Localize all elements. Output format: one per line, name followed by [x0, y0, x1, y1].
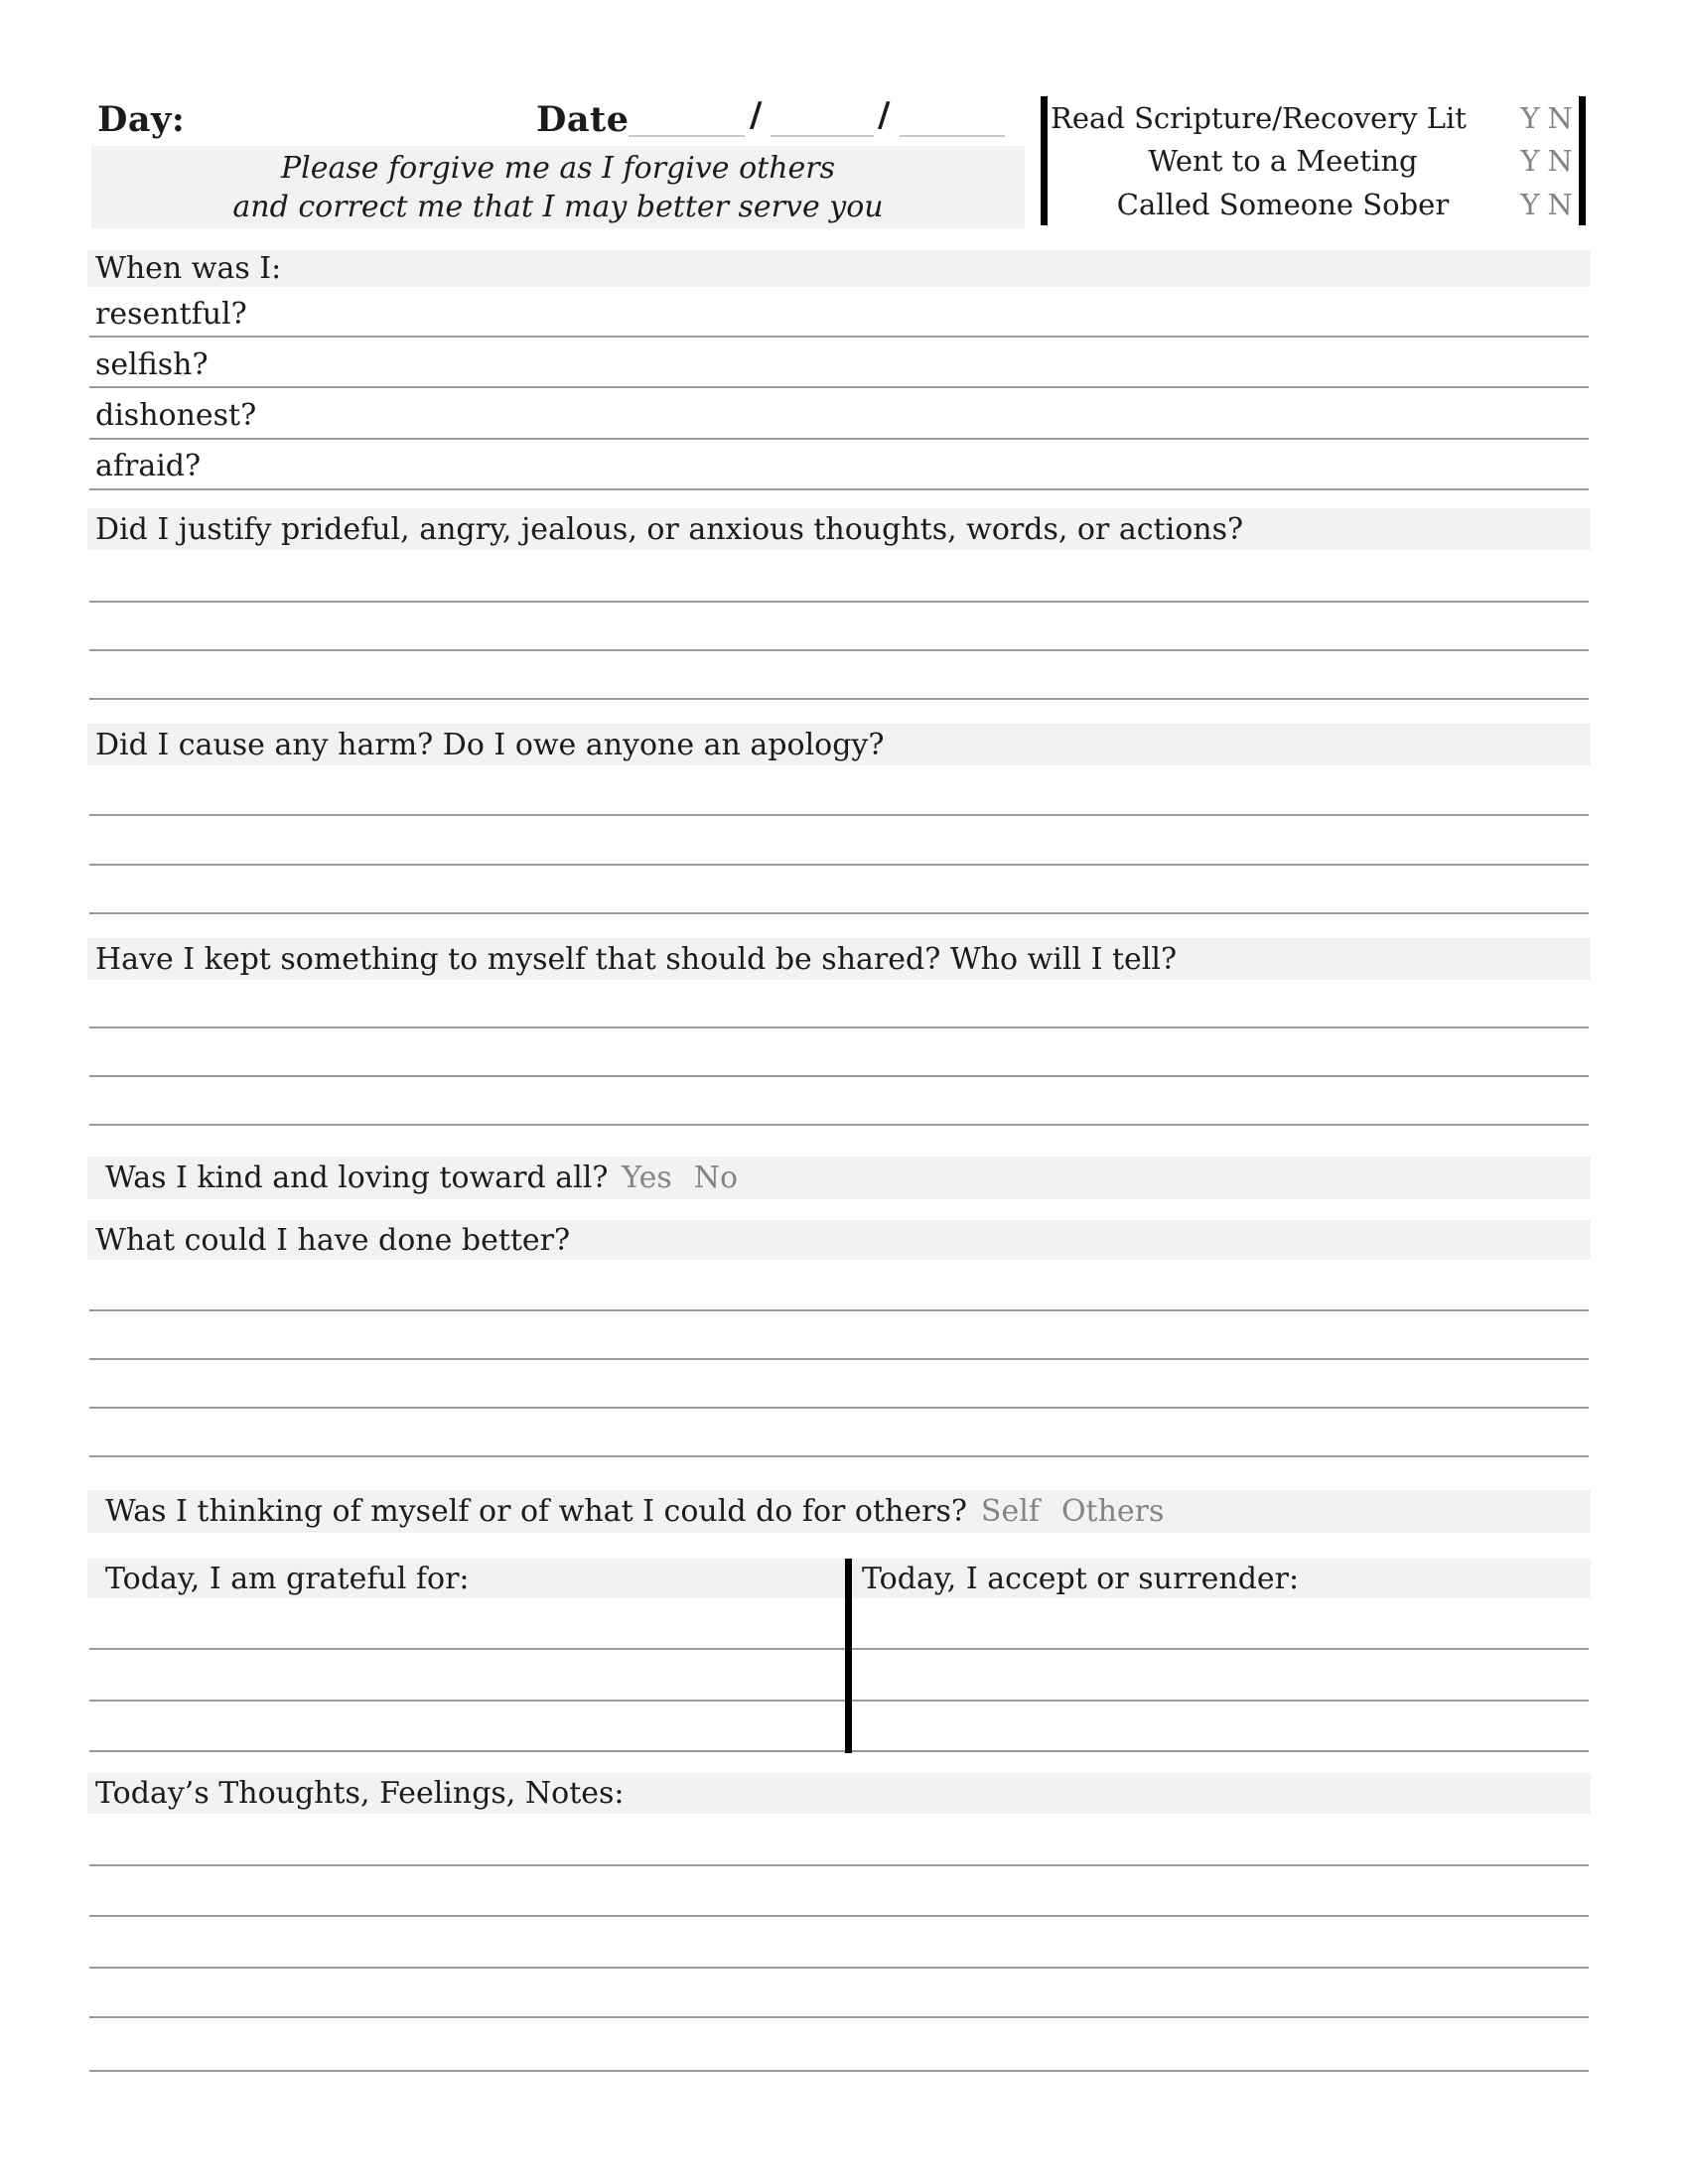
checklist-item-label: Went to a Meeting	[1148, 143, 1418, 178]
question-justify: Did I justify prideful, angry, jealous, or anxious thoughts, words, or actions?	[87, 508, 1591, 550]
question-kept-to-self: Have I kept something to myself that should be shared? Who will I tell?	[87, 938, 1591, 980]
writing-line[interactable]	[89, 2070, 1589, 2072]
question-kind	[87, 1157, 1591, 1199]
checklist-row-meeting	[1051, 139, 1575, 182]
writing-line[interactable]	[89, 1915, 1589, 1917]
writing-line[interactable]	[89, 336, 1589, 338]
question-harm: Did I cause any harm? Do I owe anyone an apology?	[87, 724, 1591, 765]
writing-line[interactable]	[89, 1026, 1589, 1028]
item-selfish: selfish?	[95, 347, 209, 382]
writing-line[interactable]	[89, 1075, 1589, 1077]
writing-line[interactable]	[89, 1358, 1589, 1360]
question-kind-text: Was I kind and loving toward all?	[105, 1160, 609, 1195]
writing-line[interactable]	[89, 649, 1589, 651]
option-no[interactable]: N	[1547, 100, 1573, 135]
writing-line[interactable]	[89, 698, 1589, 700]
writing-line[interactable]	[89, 1750, 1589, 1752]
writing-line[interactable]	[89, 1124, 1589, 1126]
writing-line[interactable]	[89, 438, 1589, 440]
gratitude-right-header: Today, I accept or surrender:	[848, 1559, 1591, 1598]
writing-line[interactable]	[89, 1700, 1589, 1702]
prayer-line-2: and correct me that I may better serve you	[232, 190, 884, 224]
writing-line[interactable]	[89, 864, 1589, 866]
option-no[interactable]: No	[693, 1160, 739, 1195]
date-day-field[interactable]	[771, 135, 874, 137]
checklist-item-label: Called Someone Sober	[1116, 187, 1450, 221]
writing-line[interactable]	[89, 912, 1589, 914]
date-slash: /	[878, 95, 891, 135]
date-slash: /	[750, 95, 763, 135]
item-dishonest: dishonest?	[95, 398, 257, 433]
checklist-right-bar	[1579, 96, 1586, 225]
option-self[interactable]: Self	[980, 1494, 1040, 1529]
question-done-better: What could I have done better?	[87, 1220, 1591, 1260]
option-yes[interactable]: Y	[1520, 100, 1540, 135]
option-yes[interactable]: Y	[1520, 143, 1540, 178]
prayer-text	[91, 146, 1025, 228]
question-thinking-text: Was I thinking of myself or of what I could do for others?	[105, 1494, 967, 1529]
option-no[interactable]: N	[1547, 143, 1573, 178]
gratitude-left-header: Today, I am grateful for:	[87, 1559, 848, 1598]
date-month-field[interactable]	[629, 135, 745, 137]
item-afraid: afraid?	[95, 449, 202, 483]
writing-line[interactable]	[89, 1455, 1589, 1457]
date-label: Date	[536, 99, 630, 140]
writing-line[interactable]	[89, 1864, 1589, 1866]
option-yes[interactable]: Yes	[622, 1160, 672, 1195]
day-label: Day:	[97, 99, 186, 140]
option-no[interactable]: N	[1547, 187, 1573, 221]
writing-line[interactable]	[89, 1309, 1589, 1311]
writing-line[interactable]	[89, 814, 1589, 816]
writing-line[interactable]	[89, 386, 1589, 388]
item-resentful: resentful?	[95, 297, 247, 332]
writing-line[interactable]	[89, 1648, 1589, 1650]
checklist-row-called-sober	[1051, 183, 1575, 225]
writing-line[interactable]	[89, 2016, 1589, 2018]
notes-header: Today’s Thoughts, Feelings, Notes:	[87, 1773, 1591, 1814]
section-when-was-i: When was I:	[87, 250, 1591, 287]
writing-line[interactable]	[89, 488, 1589, 490]
date-year-field[interactable]	[900, 135, 1005, 137]
writing-line[interactable]	[89, 1407, 1589, 1409]
writing-line[interactable]	[89, 601, 1589, 603]
option-others[interactable]: Others	[1060, 1494, 1165, 1529]
column-divider-bar	[845, 1559, 852, 1753]
checklist-left-bar	[1041, 96, 1048, 225]
checklist-row-read-scripture	[1051, 96, 1575, 139]
option-yes[interactable]: Y	[1520, 187, 1540, 221]
question-thinking-of	[87, 1490, 1591, 1533]
writing-line[interactable]	[89, 1967, 1589, 1969]
checklist-item-label: Read Scripture/Recovery Lit	[1051, 100, 1467, 135]
prayer-line-1: Please forgive me as I forgive others	[280, 151, 836, 186]
